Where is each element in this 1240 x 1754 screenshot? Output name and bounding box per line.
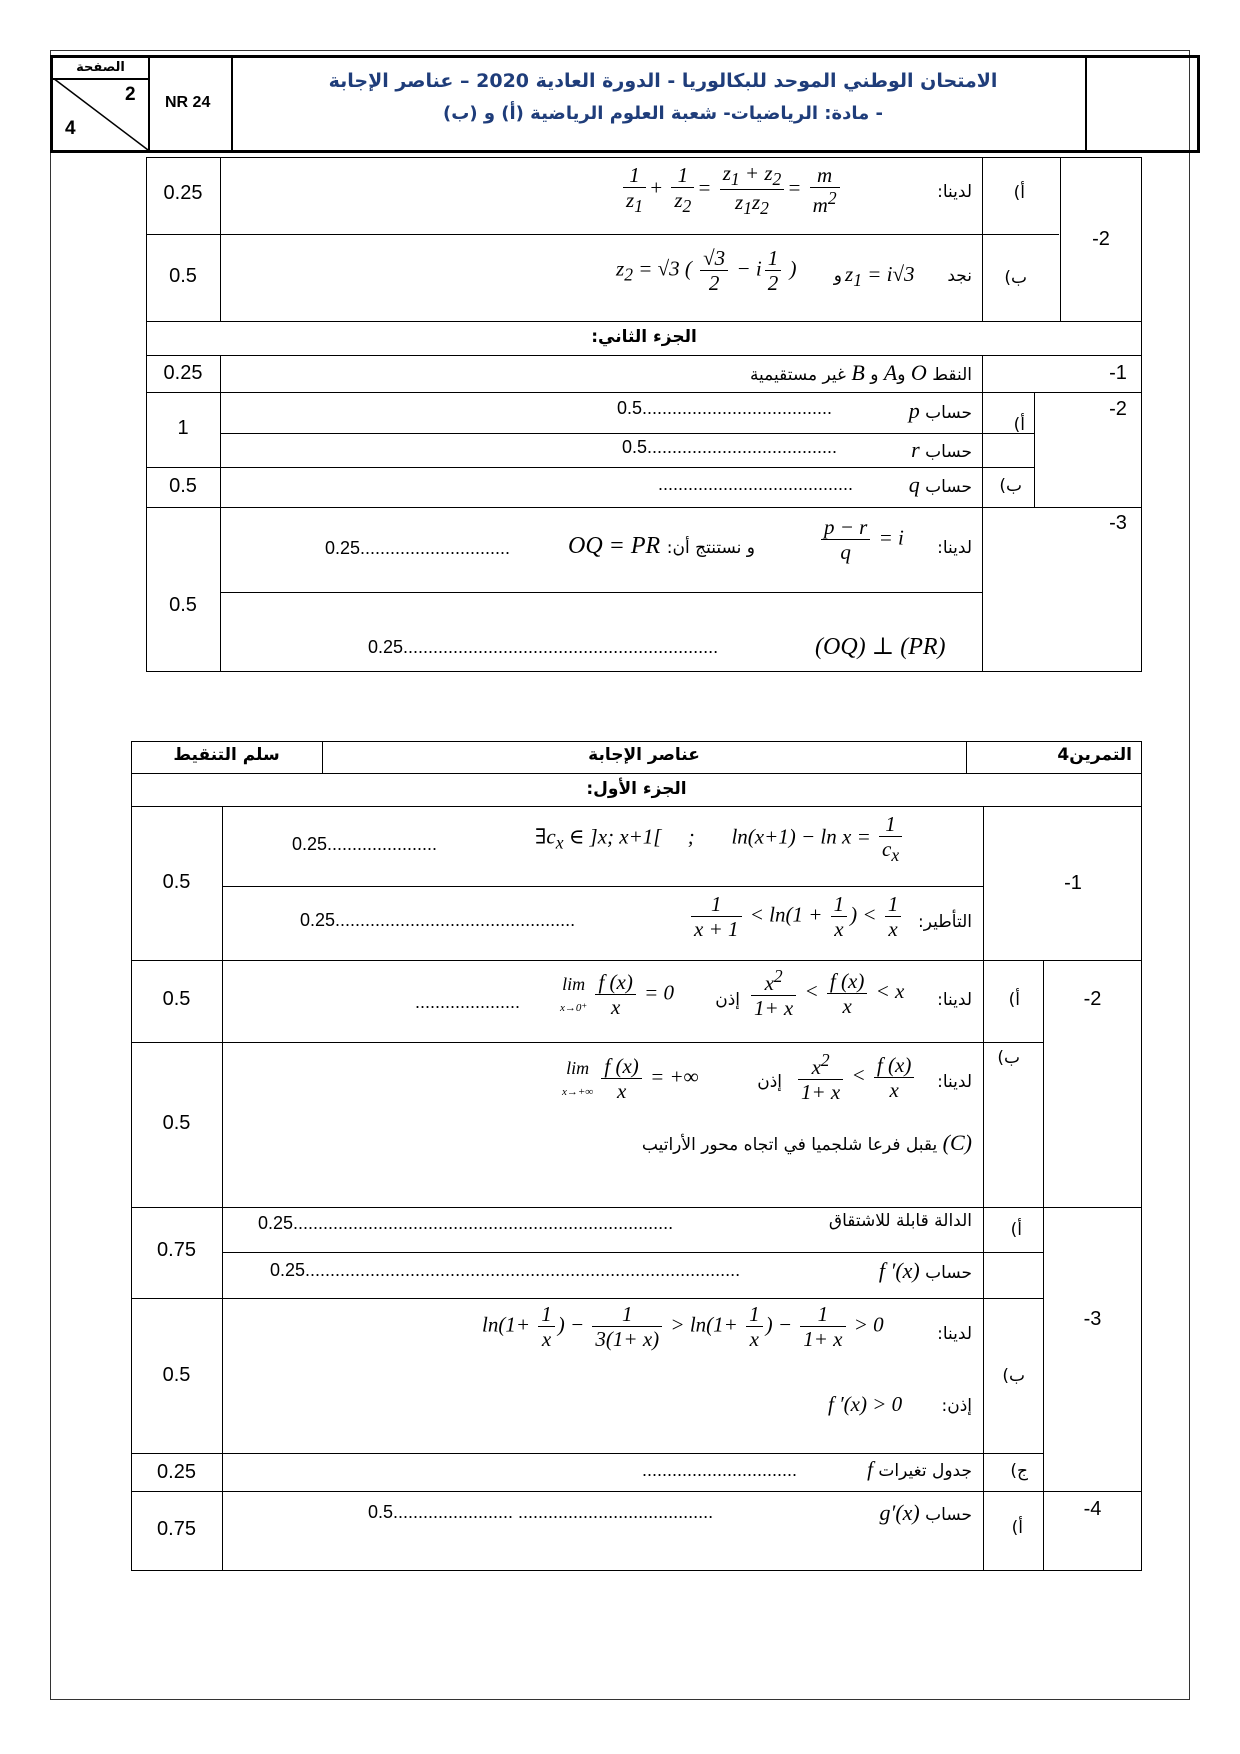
q2-number: -2 — [1092, 228, 1110, 250]
t2-q4-number: -4 — [1083, 1498, 1102, 1520]
formula-oq-pr: OQ = PR — [568, 533, 661, 559]
q2a-have-label: لدينا: — [937, 182, 972, 202]
page-label: الصفحة — [76, 60, 125, 75]
col-scale: سلم التنقيط — [173, 745, 280, 765]
score-t2-q3a: 0.75 — [157, 1239, 196, 1261]
part2-title: الجزء الثاني: — [591, 327, 697, 347]
formula-mvt: $\exists c_x$ ∈ ]x; x+1[ ; ln(x+1) − ln x = $\frac{1}{c_x}$ — [535, 812, 905, 865]
q2b-find: نجد — [947, 266, 972, 286]
p3-number: -3 — [1109, 512, 1127, 534]
score-p3: 0.5 — [169, 594, 197, 616]
t2-q3c-dots: ............................... — [642, 1460, 798, 1480]
formula-q3b-result: f ′(x) > 0 — [828, 1392, 903, 1416]
formula-perpendicular: (OQ) ⊥ (PR) — [815, 634, 946, 660]
score-p1: 0.25 — [163, 362, 203, 384]
page-total: 4 — [65, 118, 76, 139]
t2-q3b-label: ب) — [1002, 1366, 1025, 1386]
part1-title: الجزء الأول: — [586, 779, 687, 799]
exam-subtitle: - مادة: الرياضيات- شعبة العلوم الرياضية (أ) و (ب) — [443, 103, 883, 124]
t2-q3a-dots-1: 0.25............................................................................ — [258, 1213, 674, 1233]
t2-q2a-have: لدينا: — [937, 990, 972, 1010]
t2-q3-number: -3 — [1083, 1308, 1102, 1330]
q2a-label: أ) — [1013, 183, 1025, 203]
page-header — [50, 55, 1200, 153]
t2-q3b-have: لدينا: — [937, 1324, 972, 1344]
answer-table-2 — [131, 741, 1142, 1571]
score-p2a: 1 — [177, 417, 189, 439]
t2-q3a-label: أ) — [1010, 1220, 1022, 1240]
t2-q3a-dots-2: 0.25....................................................................................... — [270, 1260, 741, 1280]
score-q2b: 0.5 — [169, 265, 197, 287]
formula-q3b-ineq: ln(1+ $\frac{1}{x}$ ) − $\frac{1}{3(1+ x)}$ > ln(1+ $\frac{1}{x}$ ) − $\frac{1}{1+ x}$ > 0 — [482, 1302, 884, 1352]
t2-q2-number: -2 — [1083, 988, 1102, 1010]
formula-z1: $z_1 = i√3$ — [845, 262, 915, 291]
formula-q2b-ineq: $\frac{x^2}{1+ x}$ < $\frac{f (x)}{x}$ — [795, 1050, 917, 1104]
t2-q1-number: -1 — [1064, 872, 1082, 894]
formula-q2b-lim: lim x→+∞ $\frac{f (x)}{x}$ = +∞ — [562, 1054, 699, 1104]
formula-q2a-lim: lim x→0⁺ $\frac{f (x)}{x}$ = 0 — [560, 970, 675, 1020]
p1-number: -1 — [1109, 362, 1127, 384]
p2-number: -2 — [1109, 398, 1127, 420]
p2b-label: ب) — [999, 476, 1022, 496]
p1-text: النقط O وA و B غير مستقيمية — [749, 360, 972, 385]
score-t2-q4a: 0.75 — [157, 1518, 196, 1540]
p2b-calc-q: حساب q — [908, 472, 972, 497]
formula-q2a-ineq: $\frac{x^2}{1+ x}$ < $\frac{f (x)}{x}$ < x — [748, 966, 904, 1020]
q1-dots-1: 0.25...................... — [292, 834, 438, 854]
t2-q3a-calc: حساب f ′(x) — [878, 1258, 972, 1283]
t2-q2b-so: إذن — [757, 1072, 782, 1092]
score-t2-q2b: 0.5 — [162, 1112, 191, 1134]
p2b-dots: ....................................... — [658, 474, 854, 494]
formula-z2: $z_2 = √3$ ( $\frac{√3}{2}$ − i $\frac{1}{2}$ ) — [616, 246, 797, 296]
formula-ratio: $\frac{p - r}{q}$ = i — [818, 515, 904, 564]
p3-have: لدينا: — [937, 538, 972, 558]
exam-code: NR 24 — [165, 94, 211, 111]
page-number: 2 — [125, 84, 136, 105]
p2a-dots-r: 0.5...................................... — [622, 437, 838, 457]
t2-q2a-so: إذن — [715, 990, 740, 1010]
t2-q3a-diff: الدالة قابلة للاشتقاق — [828, 1211, 972, 1231]
q2b-and: و — [833, 266, 842, 286]
p2a-calc-r: حساب r — [911, 437, 972, 462]
q1-framing-label: التأطير: — [918, 912, 972, 932]
t2-q2b-have: لدينا: — [937, 1072, 972, 1092]
t2-q2b-label: ب) — [997, 1048, 1020, 1068]
t2-q3c-table: جدول تغيرات f — [867, 1457, 972, 1481]
p3-dots-1: 0.25.............................. — [325, 538, 511, 558]
p2a-label: أ) — [1013, 415, 1025, 435]
t2-q4a-label: أ) — [1011, 1518, 1023, 1538]
col-exercise: التمرين4 — [1057, 745, 1132, 765]
p2a-dots-p: 0.5...................................... — [617, 398, 833, 418]
t2-q2a-dots: ..................... — [415, 992, 521, 1012]
t2-q4a-calc: حساب g′(x) — [879, 1500, 972, 1525]
score-t2-q3b: 0.5 — [162, 1364, 191, 1386]
exam-title: الامتحان الوطني الموحد للبكالوريا - الدورة العادية 2020 – عناصر الإجابة — [328, 70, 998, 92]
t2-q2b-branch: (C) يقبل فرعا شلجميا في اتجاه محور الأراتيب — [641, 1130, 972, 1155]
formula-sum-inverse: $\frac{1}{z_1}$ + $\frac{1}{z_2}$ = $\frac{z_1 + z_2}{z_1z_2}$ = $\frac{m}{m^2}$ — [620, 161, 843, 219]
t2-q3c-label: ج) — [1010, 1461, 1028, 1481]
q2b-label: ب) — [1004, 268, 1027, 288]
p3-deduce: و نستنتج أن: — [666, 538, 755, 558]
score-t2-q2a: 0.5 — [162, 988, 191, 1010]
formula-framing: $\frac{1}{x + 1}$ < ln(1 + $\frac{1}{x}$ ) < $\frac{1}{x}$ — [688, 892, 904, 941]
score-t2-q1: 0.5 — [162, 871, 191, 893]
p2a-calc-p: حساب p — [908, 398, 972, 423]
t2-q2a-label: أ) — [1008, 990, 1020, 1010]
score-q2a: 0.25 — [163, 182, 203, 204]
score-p2b: 0.5 — [169, 475, 197, 497]
p3-dots-2: 0.25............................................................... — [368, 637, 719, 657]
score-t2-q3c: 0.25 — [157, 1461, 196, 1483]
t2-q3b-so: إذن: — [941, 1396, 972, 1416]
col-answers: عناصر الإجابة — [588, 745, 700, 765]
t2-q4a-dots: 0.5........................ ....................................... — [368, 1502, 714, 1522]
q1-dots-2: 0.25................................................ — [300, 910, 576, 930]
